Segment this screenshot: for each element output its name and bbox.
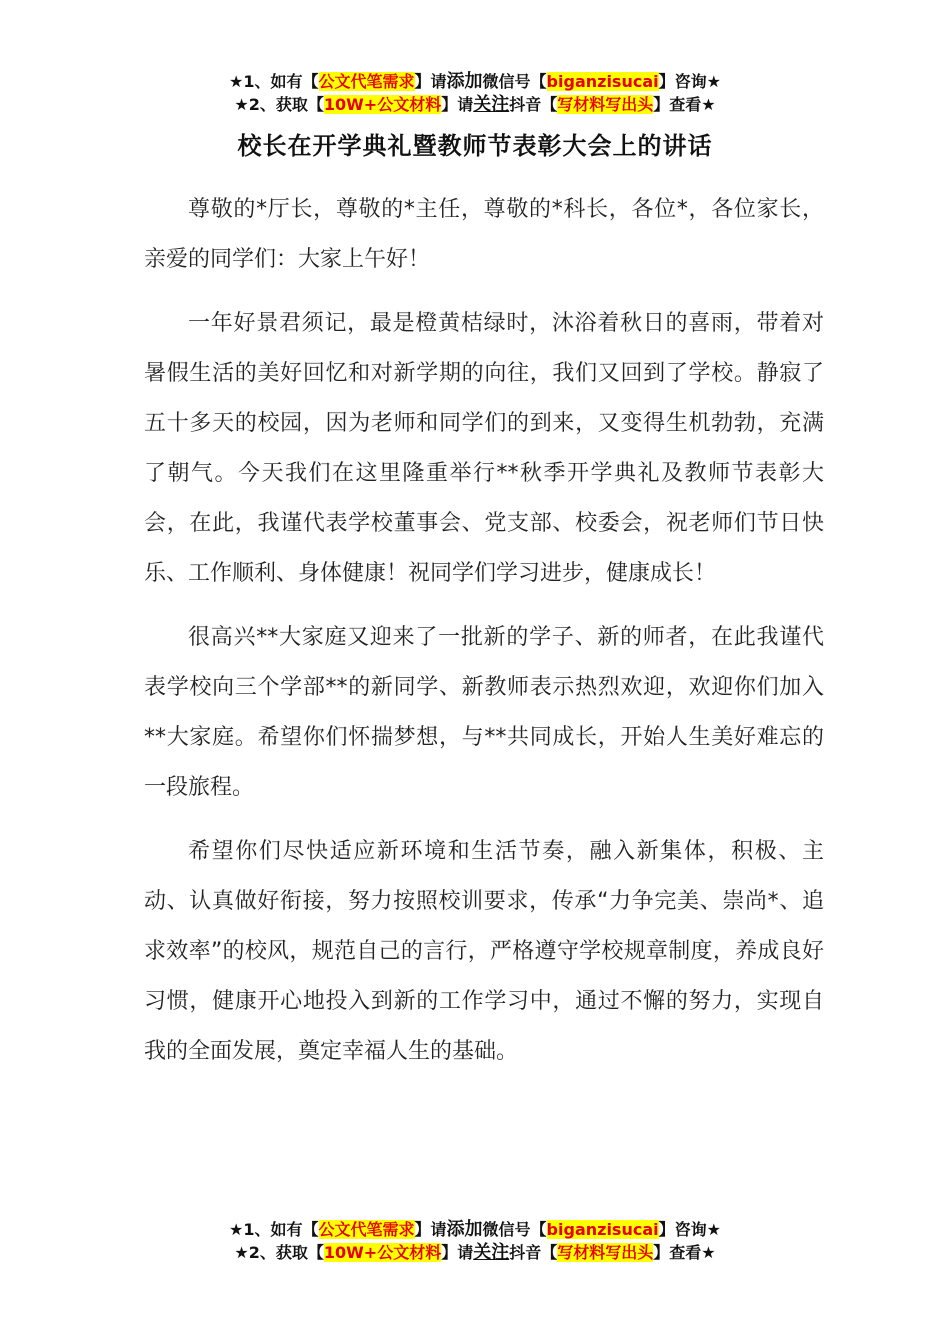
banner-text: 】请 [414, 72, 447, 91]
banner-text: 】咨询★ [658, 1220, 721, 1239]
banner-text: 】请 [414, 1220, 447, 1239]
banner-highlight: biganzisucai [546, 72, 659, 91]
banner-text: 】请 [441, 95, 474, 114]
header-banner [0, 70, 950, 116]
paragraph: 尊敬的*厅长，尊敬的*主任，尊敬的*科长，各位*，各位家长，亲爱的同学们：大家上午好！ [144, 197, 824, 272]
document-title: 校长在开学典礼暨教师节表彰大会上的讲话 [237, 132, 713, 160]
footer-banner [0, 1218, 950, 1264]
banner-text: 微信号【 [482, 1220, 547, 1239]
banner-text: 微信号【 [482, 72, 547, 91]
banner-text: 】咨询★ [658, 72, 721, 91]
banner-highlight: 公文代笔需求 [318, 1220, 415, 1239]
banner-highlight: 10W+公文材料 [323, 95, 442, 114]
banner-highlight: biganzisucai [546, 1220, 659, 1239]
banner-emphasis: 关注 [473, 94, 510, 115]
banner-emphasis: 关注 [473, 1242, 510, 1263]
banner-text: ★2、获取【 [234, 95, 324, 114]
banner-text: 抖音【 [509, 1243, 558, 1262]
banner-text: 】查看★ [653, 1243, 716, 1262]
banner-text: 】查看★ [653, 95, 716, 114]
banner-line-2 [0, 1241, 950, 1264]
banner-highlight: 写材料写出头 [557, 1243, 654, 1262]
paragraph: 很高兴**大家庭又迎来了一批新的学子、新的师者，在此我谨代表学校向三个学部**的新同学、新教师表示热烈欢迎，欢迎你们加入**大家庭。希望你们怀揣梦想，与**共同成长，开始人生美好难忘的一段旅程。 [144, 625, 824, 800]
banner-text: ★2、获取【 [234, 1243, 324, 1262]
banner-text: ★1、如有【 [229, 1220, 319, 1239]
paragraph: 一年好景君须记，最是橙黄桔绿时，沐浴着秋日的喜雨，带着对暑假生活的美好回忆和对新学期的向往，我们又回到了学校。静寂了五十多天的校园，因为老师和同学们的到来，又变得生机勃勃，充满了朝气。今天我们在这里隆重举行**秋季开学典礼及教师节表彰大会，在此，我谨代表学校董事会、党支部、校委会，祝老师们节日快乐、工作顺利、身体健康！祝同学们学习进步，健康成长！ [144, 311, 824, 586]
banner-text: 抖音【 [509, 95, 558, 114]
banner-emphasis: 添加 [446, 71, 483, 92]
paragraph: 希望你们尽快适应新环境和生活节奏，融入新集体，积极、主动、认真做好衔接，努力按照校训要求，传承“力争完美、崇尚*、追求效率”的校风，规范自己的言行，严格遵守学校规章制度，养成良好习惯，健康开心地投入到新的工作学习中，通过不懈的努力，实现自我的全面发展，奠定幸福人生的基础。 [144, 839, 824, 1064]
banner-line-2 [0, 93, 950, 116]
document-body [144, 185, 824, 1091]
banner-highlight: 10W+公文材料 [323, 1243, 442, 1262]
banner-line-1 [0, 70, 950, 93]
banner-text: 】请 [441, 1243, 474, 1262]
banner-emphasis: 添加 [446, 1219, 483, 1240]
banner-highlight: 公文代笔需求 [318, 72, 415, 91]
banner-line-1 [0, 1218, 950, 1241]
banner-text: ★1、如有【 [229, 72, 319, 91]
banner-highlight: 写材料写出头 [557, 95, 654, 114]
